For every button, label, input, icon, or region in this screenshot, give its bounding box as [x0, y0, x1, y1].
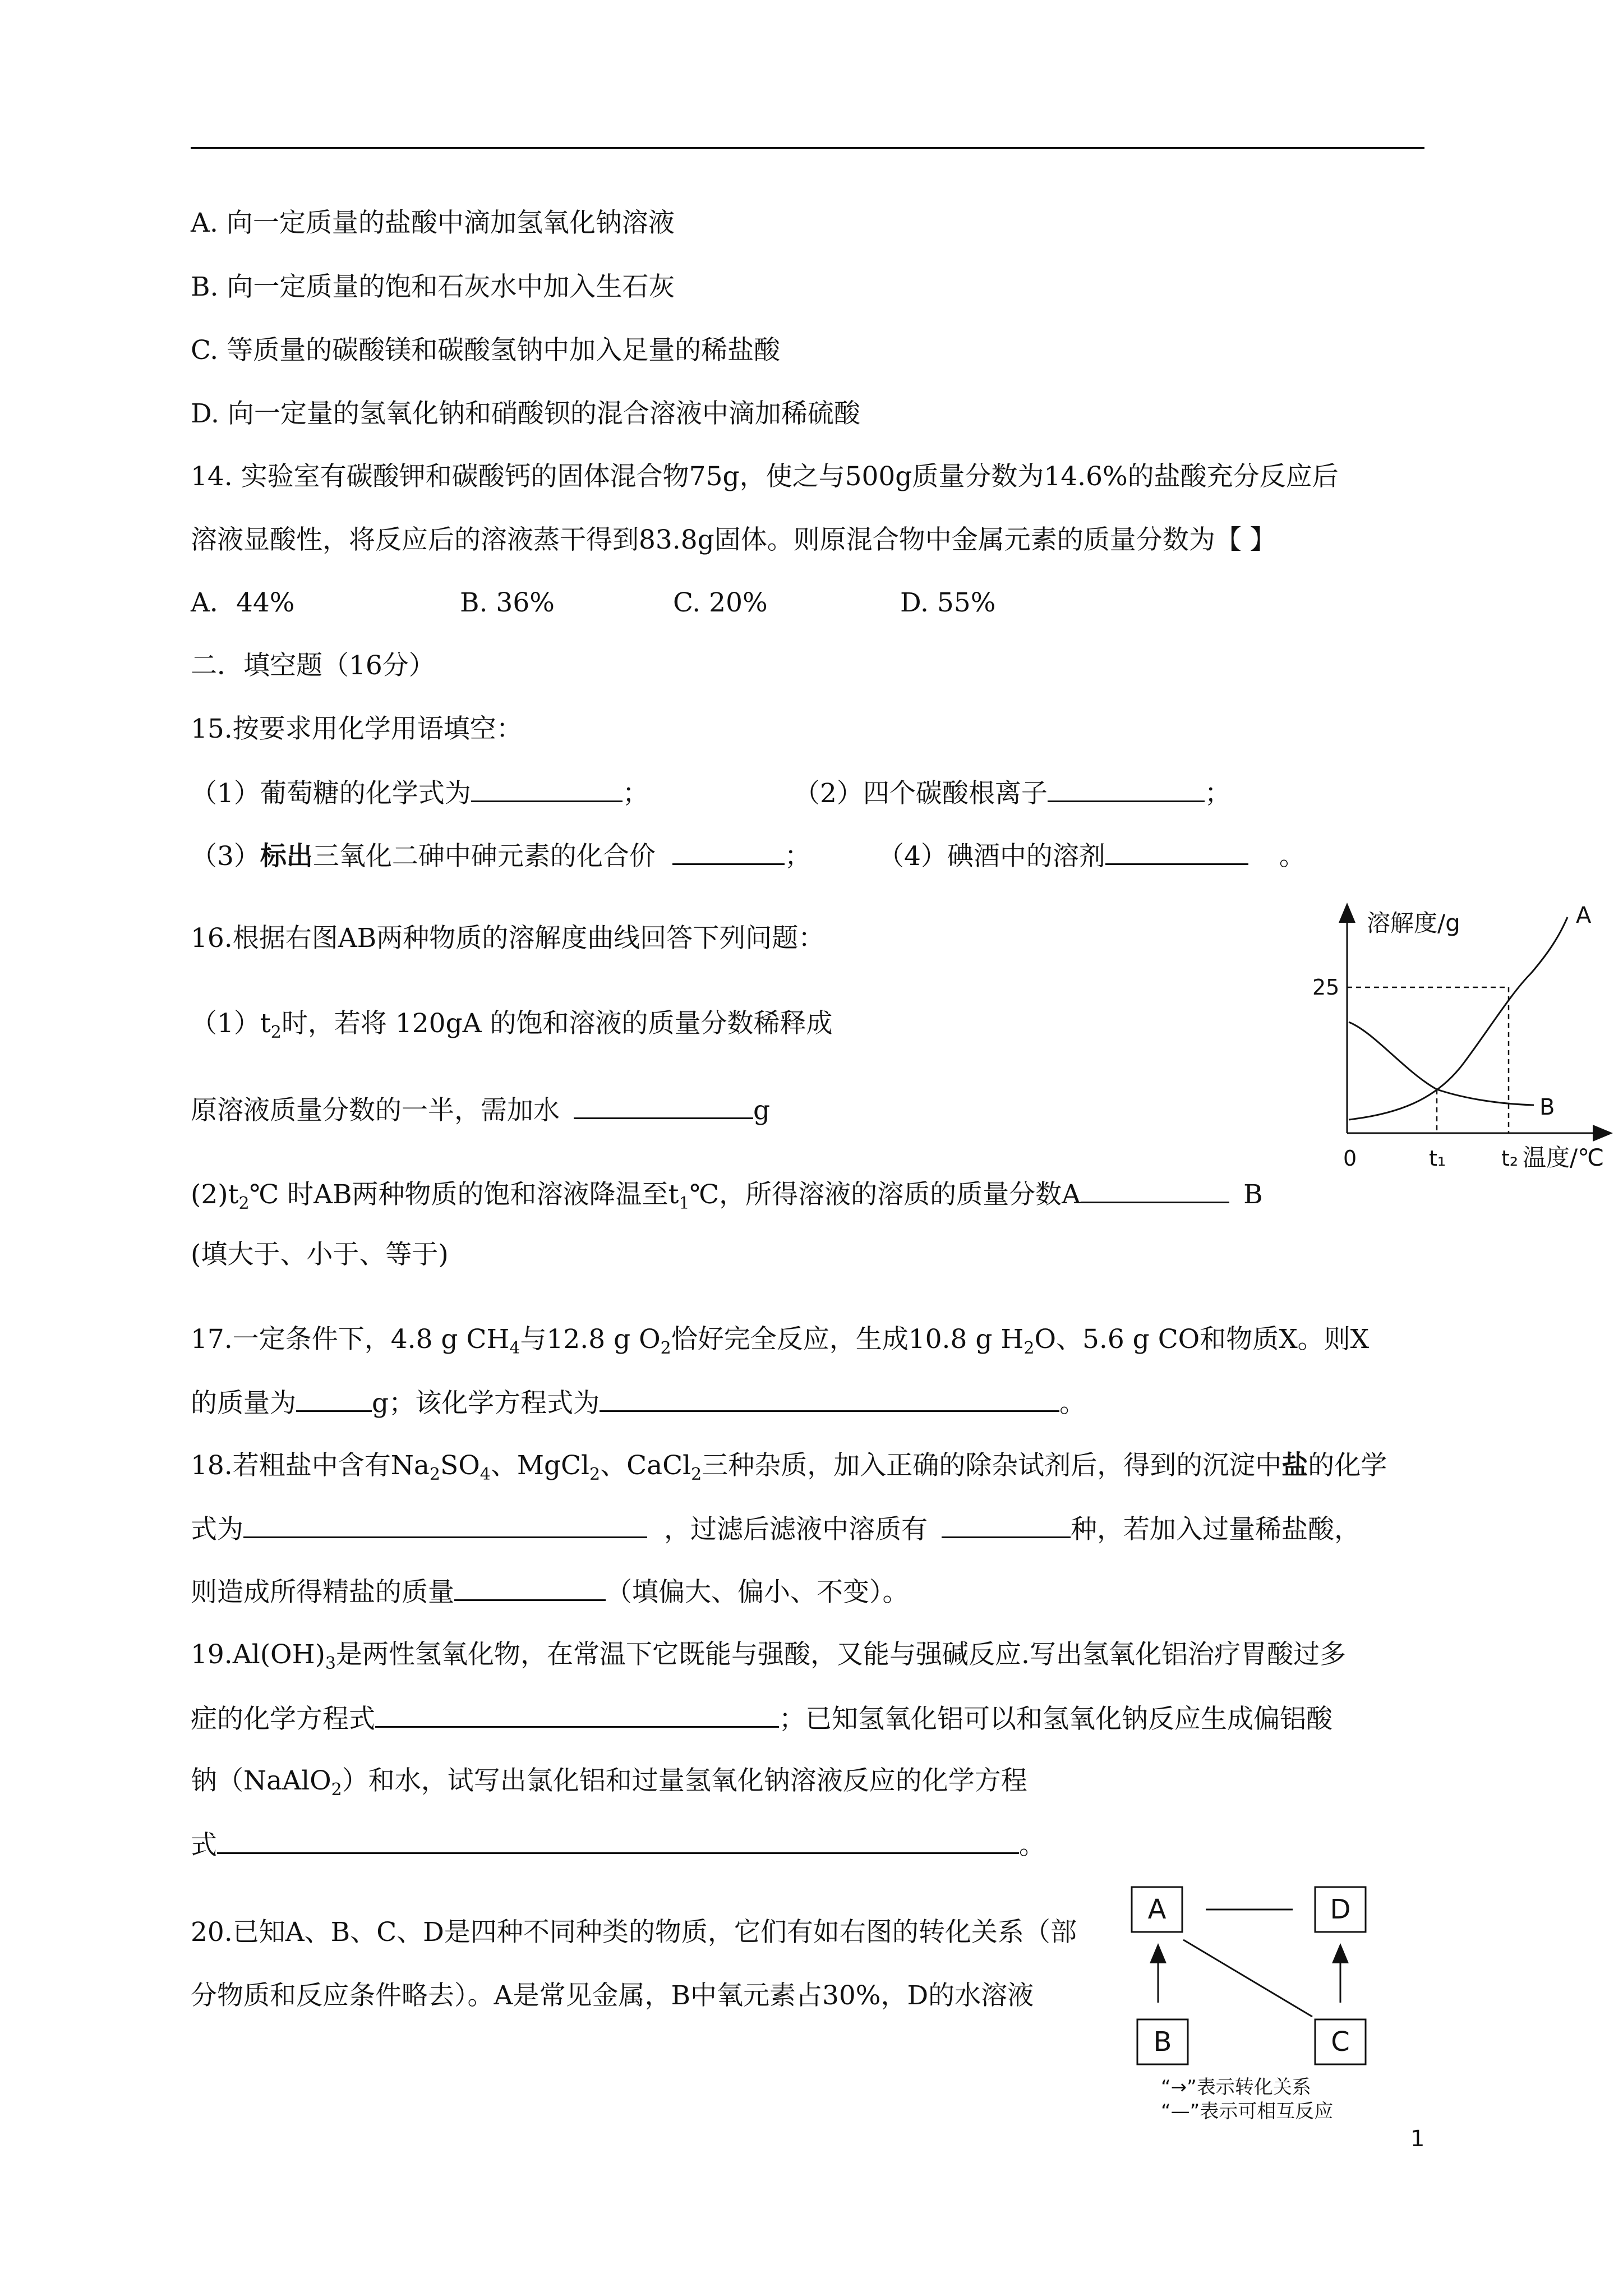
header-rule	[191, 147, 1424, 149]
q14-line-2: 溶液显酸性，将反应后的溶液蒸干得到83.8g固体。则原混合物中金属元素的质量分数为【 】	[191, 524, 1276, 555]
q18-text-c: 、CaCl	[600, 1450, 691, 1481]
q18-line-3-a: 则造成所得精盐的质量	[191, 1577, 454, 1608]
q15-part-2	[794, 776, 1231, 811]
q19-sub-a: 3	[325, 1654, 336, 1673]
q19-line-4-a: 式	[191, 1830, 217, 1861]
q19-text-b: 是两性氢氧化物，在常温下它既能与强酸，又能与强碱反应.写出氢氧化铝治疗胃酸过多	[336, 1639, 1346, 1670]
q19-line-3-sub: 2	[331, 1780, 342, 1800]
q17-line-2-a: 的质量为	[191, 1388, 296, 1419]
q16-note: (填大于、小于、等于)	[191, 1239, 449, 1270]
diagram-label-b: B	[1153, 2026, 1172, 2058]
q15-part-2-end: ；	[1204, 778, 1231, 809]
q17-blank-2[interactable]	[600, 1386, 1059, 1412]
diagram-legend-1: “→”表示转化关系	[1161, 2076, 1311, 2099]
q15-part-2-text: （2）四个碳酸根离子	[794, 778, 1048, 809]
q16-part-2-sub-1: 2	[238, 1194, 250, 1213]
q18-text-e: 的化学	[1308, 1450, 1387, 1481]
q19-line-3	[191, 1764, 1027, 1798]
q18-text-d: 三种杂质，加入正确的除杂试剂后，得到的沉淀中	[702, 1450, 1282, 1481]
q19-blank-1[interactable]	[375, 1701, 779, 1728]
q16-part-2-c: ℃，所得溶液的溶质的质量分数A	[689, 1179, 1081, 1210]
q18-text-a2: SO	[440, 1450, 480, 1481]
q15-blank-4[interactable]	[1105, 839, 1248, 865]
q15-blank-3[interactable]	[672, 839, 785, 865]
graph-t1-label: t₁	[1429, 1146, 1446, 1171]
graph-y-tick-25: 25	[1312, 975, 1340, 1000]
q13-option-c: C. 等质量的碳酸镁和碳酸氢钠中加入足量的稀盐酸	[191, 335, 781, 366]
q16-blank-1[interactable]	[574, 1093, 753, 1119]
q15-blank-1[interactable]	[471, 776, 623, 802]
q18-blank-1[interactable]	[243, 1512, 647, 1538]
q16-part-2	[191, 1177, 1263, 1212]
q16-part-2-d: B	[1243, 1179, 1263, 1210]
q18-blank-3[interactable]	[454, 1575, 606, 1601]
q18-bold-word: 盐	[1281, 1450, 1308, 1481]
q17-text-c: 恰好完全反应，生成10.8 g H	[671, 1324, 1024, 1355]
q18-line-2-b: ，过滤后滤液中溶质有	[664, 1514, 928, 1545]
q15-part-1-end: ；	[622, 778, 649, 809]
diagram-label-d: D	[1330, 1894, 1351, 1925]
q18-line-2-a: 式为	[191, 1514, 243, 1545]
q15-part-3-prefix: （3）	[191, 841, 260, 872]
diagram-label-a: A	[1147, 1894, 1166, 1925]
q18-sub-2: 4	[479, 1465, 491, 1484]
solubility-graph	[1312, 892, 1621, 1184]
q16-part-1-b: 时，若将 120gA 的饱和溶液的质量分数稀释成	[281, 1008, 833, 1039]
graph-label-b: B	[1539, 1094, 1555, 1120]
graph-curve-a	[1349, 917, 1567, 1120]
conversion-diagram	[1122, 1879, 1391, 2126]
q18-line-2	[191, 1512, 1361, 1547]
graph-t2-label: t₂	[1501, 1146, 1519, 1171]
q19-line-3-b: ）和水，试写出氯化铝和过量氢氧化钠溶液反应的化学方程	[342, 1765, 1027, 1796]
q16-part-2-b: ℃ 时AB两种物质的饱和溶液降温至t	[249, 1179, 679, 1210]
q19-line-3-a: 钠（NaAlO	[191, 1765, 331, 1796]
q18-sub-3: 2	[589, 1465, 601, 1484]
q17-line-1	[191, 1323, 1369, 1356]
q14-option-c: C. 20%	[673, 587, 768, 618]
q18-sub-4: 2	[691, 1465, 702, 1484]
q15-part-1	[191, 776, 649, 811]
diagram-label-c: C	[1331, 2026, 1350, 2058]
q20-line-2: 分物质和反应条件略去）。A是常见金属，B中氧元素占30%，D的水溶液	[191, 1980, 1034, 2011]
q14-option-d: D. 55%	[900, 587, 996, 618]
q16-part-1-line-2-text: 原溶液质量分数的一半，需加水	[191, 1095, 560, 1126]
graph-x-label: 温度/℃	[1523, 1144, 1604, 1171]
q18-line-3	[191, 1575, 909, 1609]
q19-line-4	[191, 1828, 1045, 1862]
diagram-legend-2: “—”表示可相互反应	[1161, 2100, 1334, 2123]
q16-part-1	[191, 1007, 833, 1041]
q14-line-1: 14. 实验室有碳酸钾和碳酸钙的固体混合物75g，使之与500g质量分数为14.6%的盐酸充分反应后	[191, 461, 1339, 492]
q15-part-4-text: （4）碘酒中的溶剂	[878, 841, 1105, 872]
q15-stem: 15.按要求用化学用语填空：	[191, 714, 523, 744]
q17-text-a: 17.一定条件下，4.8 g CH	[191, 1324, 510, 1355]
graph-y-label: 溶解度/g	[1367, 909, 1460, 937]
page-number: 1	[1410, 2126, 1425, 2152]
q16-part-2-sub-2: 1	[679, 1194, 690, 1213]
graph-curve-b	[1349, 1022, 1534, 1105]
q17-text-d: O、5.6 g CO和物质X。则X	[1034, 1324, 1370, 1355]
q18-blank-2[interactable]	[942, 1512, 1071, 1538]
q18-line-3-b: （填偏大、偏小、不变）。	[606, 1577, 909, 1608]
q16-part-1-sub: 2	[270, 1023, 282, 1042]
graph-origin-label: 0	[1343, 1146, 1357, 1171]
q17-line-2-c: 。	[1059, 1388, 1086, 1419]
q17-sub-c: 2	[1023, 1338, 1035, 1358]
q16-blank-2[interactable]	[1081, 1177, 1229, 1203]
q20-line-1: 20.已知A、B、C、D是四种不同种类的物质，它们有如右图的转化关系（部	[191, 1917, 1077, 1948]
q16-stem: 16.根据右图AB两种物质的溶解度曲线回答下列问题：	[191, 923, 825, 954]
q16-part-1-line-2	[191, 1093, 770, 1128]
q19-line-1	[191, 1638, 1346, 1672]
q18-line-2-c: 种，若加入过量稀盐酸，	[1071, 1514, 1361, 1545]
q16-part-2-a: (2)t	[191, 1179, 239, 1210]
section-title: 二．填空题（16分）	[191, 650, 435, 681]
q14-option-b: B. 36%	[460, 587, 555, 618]
q15-part-3	[191, 839, 811, 873]
q13-option-d: D. 向一定量的氢氧化钠和硝酸钡的混合溶液中滴加稀硫酸	[191, 398, 860, 429]
q15-part-4-end: 。	[1279, 841, 1306, 872]
q18-sub-1: 2	[429, 1465, 440, 1484]
q18-text-a: 18.若粗盐中含有Na	[191, 1450, 430, 1481]
q19-line-2-b: ；已知氢氧化铝可以和氢氧化钠反应生成偏铝酸	[779, 1704, 1332, 1734]
q18-line-1	[191, 1449, 1387, 1483]
q19-line-4-b: 。	[1019, 1830, 1045, 1861]
q17-sub-a: 4	[509, 1338, 520, 1358]
q17-blank-1[interactable]	[296, 1386, 372, 1412]
q15-blank-2[interactable]	[1048, 776, 1205, 802]
q19-line-2	[191, 1701, 1332, 1736]
q15-part-3-text: 三氧化二砷中砷元素的化合价	[312, 841, 656, 872]
q19-text-a: 19.Al(OH)	[191, 1639, 325, 1670]
q15-part-1-text: （1）葡萄糖的化学式为	[191, 778, 471, 809]
q15-part-3-end: ；	[784, 841, 811, 872]
q17-sub-b: 2	[660, 1338, 671, 1358]
q16-part-1-unit: g	[753, 1095, 771, 1126]
q15-part-3-bold: 标出	[260, 841, 313, 872]
q16-part-1-a: （1）t	[191, 1008, 271, 1039]
q13-option-a: A. 向一定质量的盐酸中滴加氢氧化钠溶液	[191, 208, 675, 238]
q18-text-b: 、MgCl	[490, 1450, 590, 1481]
q19-line-2-a: 症的化学方程式	[191, 1704, 375, 1734]
q15-part-4	[878, 839, 1306, 873]
q19-blank-2[interactable]	[217, 1828, 1019, 1854]
q17-line-2-b: g；该化学方程式为	[372, 1388, 600, 1419]
q13-option-b: B. 向一定质量的饱和石灰水中加入生石灰	[191, 272, 675, 302]
diagram-line-a-c	[1183, 1940, 1312, 2017]
q14-option-a: A．44%	[191, 587, 295, 618]
graph-label-a: A	[1576, 903, 1592, 928]
q17-text-b: 与12.8 g O	[520, 1324, 661, 1355]
q17-line-2	[191, 1386, 1086, 1420]
